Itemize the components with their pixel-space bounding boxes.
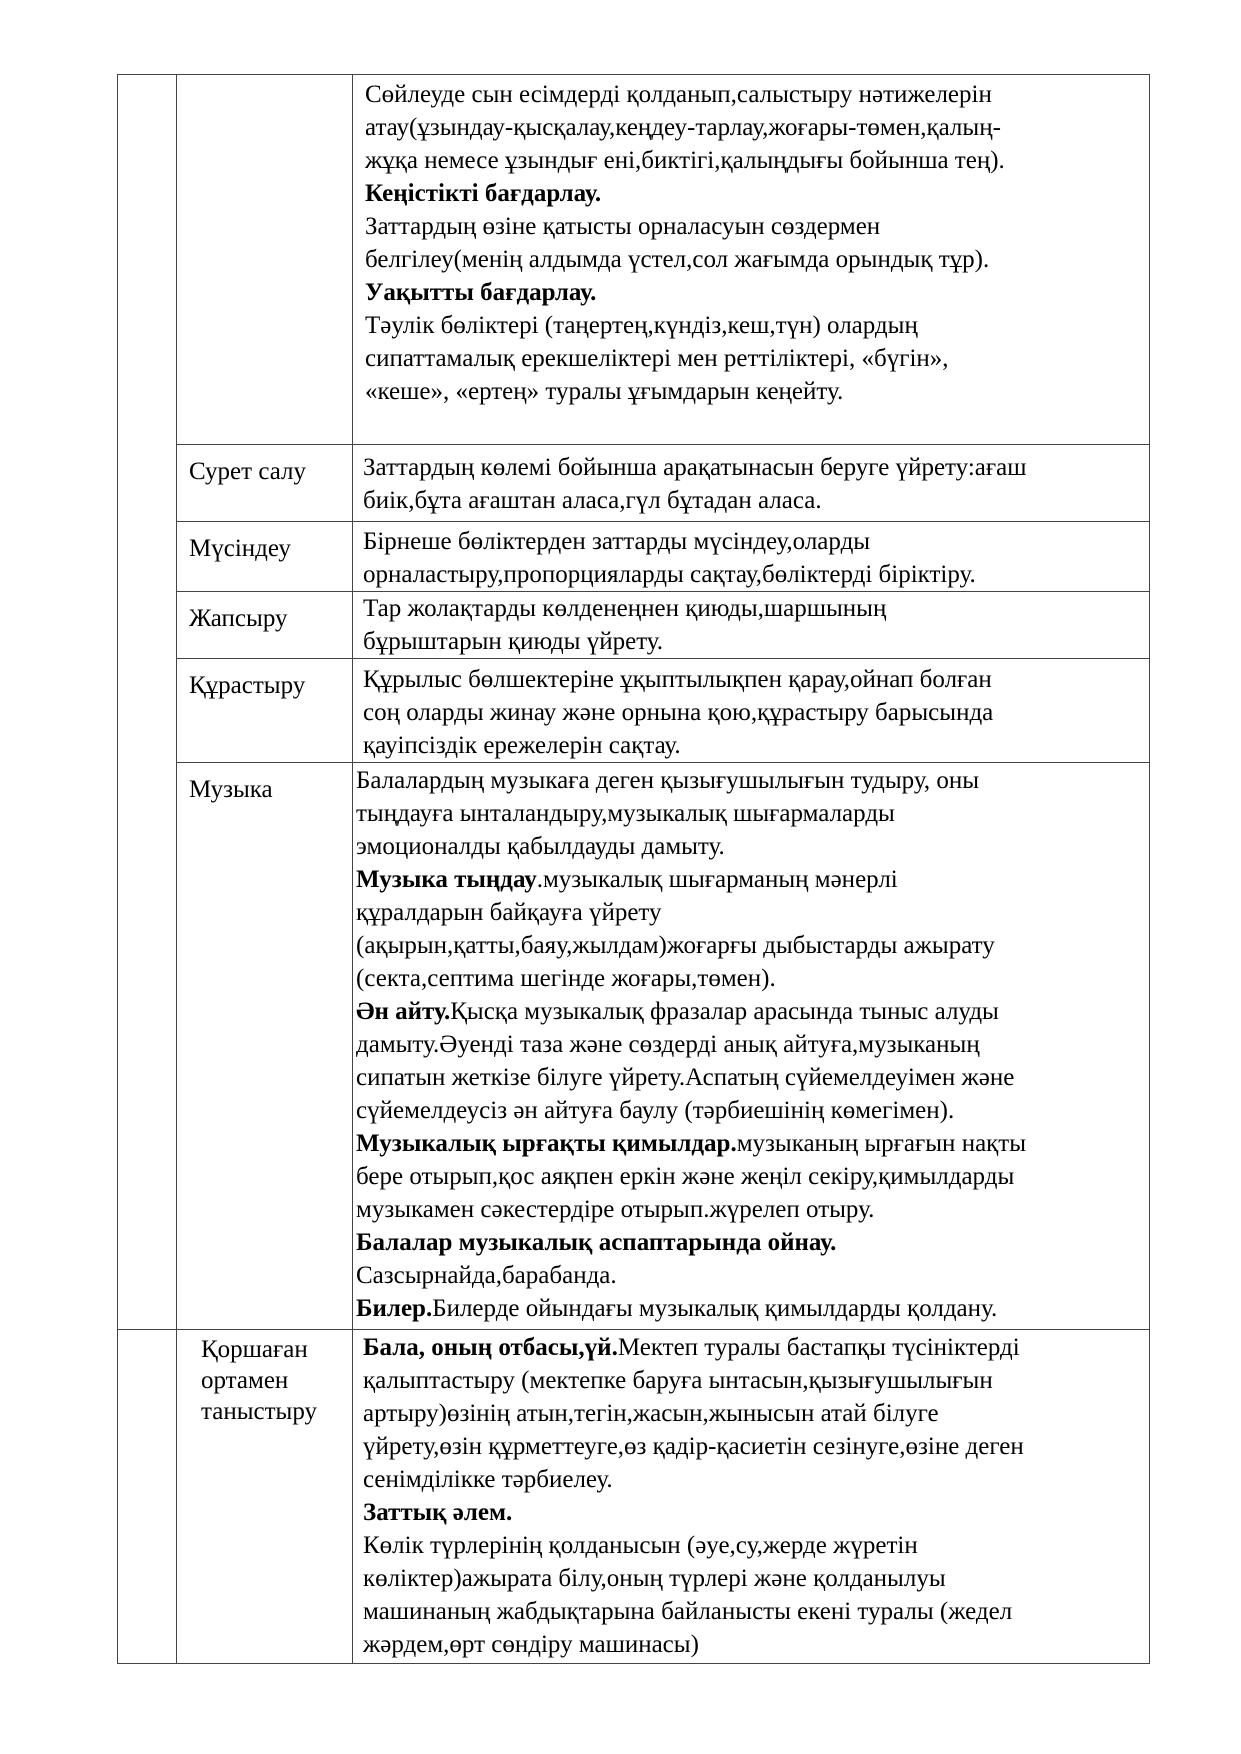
text-line: «кеше», «ертең» туралы ұғымдарын кеңейту. — [365, 378, 844, 405]
text-line: Сөйлеуде сын есімдерді қолданып,салыстыру нәтижелерін — [365, 81, 992, 108]
section-heading: Билер. — [356, 1295, 433, 1322]
content-cell — [353, 659, 1150, 763]
table-row — [118, 659, 1150, 763]
text-line: музыкамен сәкестердіре отырып.жүрелеп отыру. — [356, 1196, 875, 1223]
text-line: Музыка тыңдау.музыкалық шығарманың мәнерлі — [356, 866, 898, 893]
curriculum-table — [117, 74, 1150, 1664]
text-line: дамыту.Әуенді таза және сөздерді анық айтуға,музыканың — [356, 1031, 980, 1058]
index-cell — [118, 1330, 177, 1664]
text-line: Заттардың өзіне қатысты орналасуын сөздермен — [365, 213, 881, 240]
text-line: сенімділікке тәрбиелеу. — [363, 1466, 613, 1493]
section-heading: Уақытты бағдарлау. — [365, 279, 597, 306]
text-line: Музыкалық ырғақты қимылдар.музыканың ырғағын нақты — [356, 1130, 1027, 1157]
text-line: Тәулік бөліктері (таңертең,күндіз,кеш,түн) олардың — [365, 312, 918, 339]
subject-cell: Құрастыру — [177, 659, 353, 763]
text-line: эмоционалды қабылдауды дамыту. — [356, 833, 725, 860]
section-heading: Музыкалық ырғақты қимылдар. — [356, 1130, 737, 1157]
text-line: Тар жолақтарды көлденеңнен қиюды,шаршының — [363, 595, 887, 622]
text-line: Бірнеше бөліктерден заттарды мүсіндеу,оларды — [363, 528, 871, 555]
subject-cell: Сурет салу — [177, 445, 353, 522]
text-line: Құрылыс бөлшектеріне ұқыптылықпен қарау,ойнап болған — [363, 666, 992, 693]
section-heading: Кеңістікті бағдарлау. — [365, 180, 602, 207]
text-line: бұрыштарын қиюды үйрету. — [363, 628, 664, 655]
text-line: жұқа немесе ұзындығ ені,биктігі,қалыңдығы бойынша тең). — [365, 147, 1005, 174]
text-line: атау(ұзындау-қысқалау,кеңдеу-тарлау,жоғары-төмен,қалың- — [365, 114, 1001, 141]
subject-cell — [177, 75, 353, 445]
text-line: бере отырып,қос аяқпен еркін және жеңіл секіру,қимылдарды — [356, 1163, 1015, 1190]
subject-cell: Жапсыру — [177, 592, 353, 659]
subject-cell: Музыка — [177, 763, 353, 1330]
text-line: қауіпсіздік ережелерін сақтау. — [363, 732, 681, 759]
text-line: Балалардың музыкаға деген қызығушылығын тудыру, оны — [356, 767, 980, 794]
section-heading: Заттық әлем. — [363, 1499, 513, 1526]
text-line: Ән айту.Қысқа музыкалық фразалар арасында тыныс алуды — [356, 998, 999, 1025]
table-row — [118, 75, 1150, 445]
subject-line: Қоршаған — [201, 1336, 308, 1363]
section-heading: Балалар музыкалық аспаптарында ойнау. — [356, 1229, 837, 1256]
content-cell — [353, 75, 1150, 445]
text-line: Бала, оның отбасы,үй.Мектеп туралы бастапқы түсініктерді — [363, 1334, 1020, 1361]
text-line: машинаның жабдықтарына байланысты екені туралы (жедел — [363, 1598, 1013, 1625]
text-line: қалыптастыру (мектепке баруға ынтасын,қызығушылығын — [363, 1367, 993, 1394]
table-row — [118, 592, 1150, 659]
text-line: үйрету,өзін құрметтеуге,өз қадір-қасиетін сезінуге,өзіне деген — [363, 1433, 1024, 1460]
text-line: Сазсырнайда,барабанда. — [356, 1262, 617, 1289]
content-cell — [353, 445, 1150, 522]
subject-line: таныстыру — [201, 1398, 317, 1425]
text-line: сипатын жеткізе білуге үйрету.Аспатың сүйемелдеуімен және — [356, 1064, 1015, 1091]
content-cell — [353, 763, 1150, 1330]
text-line: белгілеу(менің алдымда үстел,сол жағымда орындық тұр). — [365, 246, 990, 273]
text-line: орналастыру,пропорцияларды сақтау,бөліктерді біріктіру. — [363, 561, 976, 588]
content-cell — [353, 522, 1150, 592]
section-heading: Ән айту. — [356, 998, 451, 1025]
text-line: тыңдауға ынталандыру,музыкалық шығармаларды — [356, 800, 895, 827]
text-line: сүйемелдеусіз ән айтуға баулу (тәрбиешінің көмегімен). — [356, 1097, 955, 1124]
subject-cell: Мүсіндеу — [177, 522, 353, 592]
text-line: (секта,септима шегінде жоғары,төмен). — [356, 965, 776, 992]
text-line: Көлік түрлерінің қолданысын (әуе,су,жерде жүретін — [363, 1532, 918, 1559]
text-line: (ақырын,қатты,баяу,жылдам)жоғарғы дыбыстарды ажырату — [356, 932, 995, 959]
text-line: сипаттамалық ерекшеліктері мен реттіліктері, «бүгін», — [365, 345, 949, 372]
table-row — [118, 445, 1150, 522]
table-row — [118, 522, 1150, 592]
subject-line: ортамен — [201, 1367, 289, 1394]
text-line: биік,бұта ағаштан аласа,гүл бұтадан аласа. — [363, 487, 822, 514]
text-line: жәрдем,өрт сөндіру машинасы) — [363, 1631, 699, 1658]
text-line: соң оларды жинау және орнына қою,құрастыру барысында — [363, 699, 994, 726]
section-heading: Бала, оның отбасы,үй. — [363, 1334, 618, 1361]
text-line: көліктер)ажырата білу,оның түрлері және қолданылуы — [363, 1565, 946, 1592]
text-line: Билер.Билерде ойындағы музыкалық қимылдарды қолдану. — [356, 1295, 998, 1322]
content-cell — [353, 592, 1150, 659]
subject-cell — [177, 1330, 353, 1664]
index-cell — [118, 75, 177, 1330]
section-heading: Музыка тыңдау — [356, 866, 537, 893]
content-cell — [353, 1330, 1150, 1664]
table-row — [118, 763, 1150, 1330]
text-line: Заттардың көлемі бойынша арақатынасын беруге үйрету:ағаш — [363, 454, 1027, 481]
table-row — [118, 1330, 1150, 1664]
text-line: артыру)өзінің атын,тегін,жасын,жынысын атай білуге — [363, 1400, 939, 1427]
text-line: құралдарын байқауға үйрету — [356, 899, 662, 926]
